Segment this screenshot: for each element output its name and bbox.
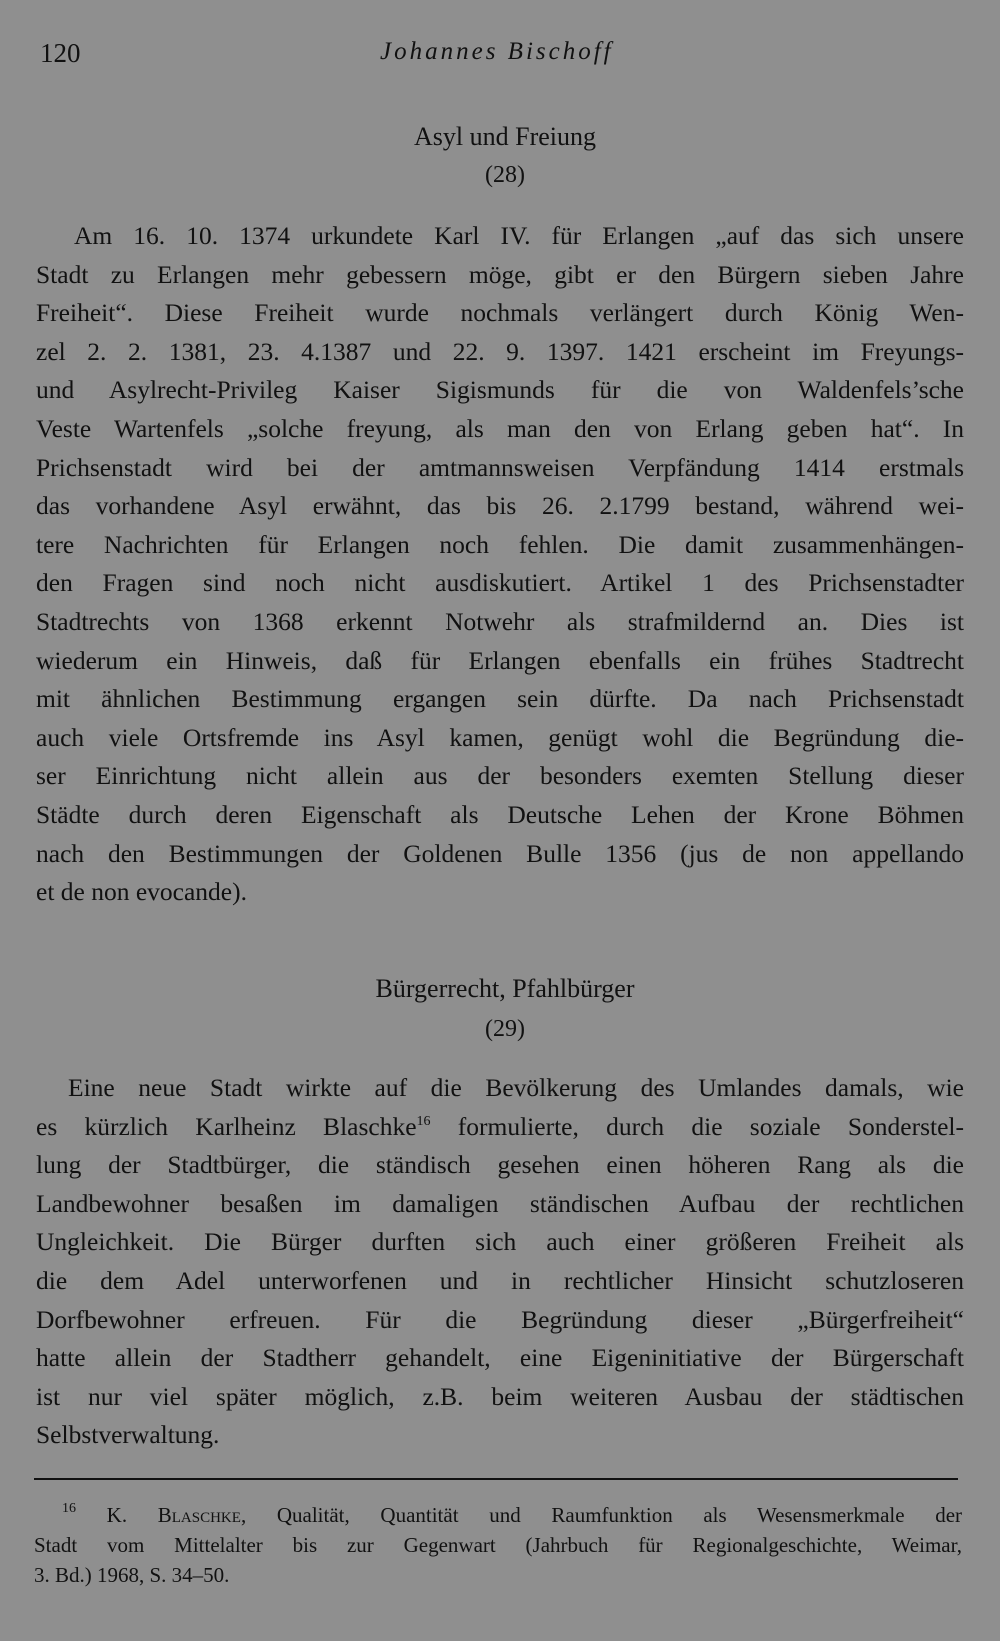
- text-line: lung der Stadtbürger, die ständisch gesehen einen höheren Rang als die: [36, 1150, 964, 1180]
- text-line: hatte allein der Stadtherr gehandelt, eine Eigeninitiative der Bürgerschaft: [36, 1343, 964, 1373]
- paragraph-asyl: [36, 217, 964, 912]
- text-line: nach den Bestimmungen der Goldenen Bulle 1356 (jus de non appellando: [36, 838, 964, 868]
- text-line: zel 2. 2. 1381, 23. 4.1387 und 22. 9. 1397. 1421 erscheint im Freyungs-: [36, 336, 964, 366]
- section-number-29: (29): [485, 1016, 525, 1042]
- footnote-line: 3. Bd.) 1968, S. 34–50.: [34, 1563, 230, 1587]
- text-segment: es kürzlich Karlheinz Blaschke: [36, 1111, 417, 1141]
- text-segment: formulierte, durch die soziale Sonderstel-: [430, 1111, 964, 1141]
- text-line: Selbstverwaltung.: [36, 1420, 220, 1450]
- text-line: wiederum ein Hinweis, daß für Erlangen ebenfalls ein frühes Stadtrecht: [36, 645, 964, 675]
- text-line: et de non evocande).: [36, 877, 247, 907]
- text-line: auch viele Ortsfremde ins Asyl kamen, genügt wohl die Begründung die-: [36, 722, 964, 752]
- text-line: das vorhandene Asyl erwähnt, das bis 26. 2.1799 bestand, während wei-: [36, 491, 964, 521]
- section-heading-buergerrecht: Bürgerrecht, Pfahlbürger: [375, 974, 635, 1003]
- text-line: tere Nachrichten für Erlangen noch fehlen. Die damit zusammenhängen-: [36, 529, 964, 559]
- footnote-reference: 16: [416, 1113, 431, 1129]
- text-line: Freiheit“. Diese Freiheit wurde nochmals verlängert durch König Wen-: [36, 298, 964, 328]
- text-line: Am 16. 10. 1374 urkundete Karl IV. für Erlangen „auf das sich unsere: [74, 221, 964, 250]
- text-line: Stadtrechts von 1368 erkennt Notwehr als strafmildernd an. Dies ist: [36, 606, 964, 636]
- text-line: ist nur viel später möglich, z.B. beim weiteren Ausbau der städtischen: [36, 1381, 964, 1411]
- section-heading-asyl: Asyl und Freiung: [414, 122, 596, 151]
- text-line: mit ähnlichen Bestimmung ergangen sein dürfte. Da nach Prichsenstadt: [36, 684, 964, 714]
- text-line: Landbewohner besaßen im damaligen ständischen Aufbau der rechtlichen: [36, 1188, 964, 1218]
- text-line: Stadt zu Erlangen mehr gebessern möge, gibt er den Bürgern sieben Jahre: [36, 259, 964, 289]
- text-line: Städte durch deren Eigenschaft als Deutsche Lehen der Krone Böhmen: [36, 799, 964, 829]
- page-number: 120: [40, 38, 81, 68]
- footnote-line: [34, 1500, 962, 1530]
- footnote-line: Stadt vom Mittelalter bis zur Gegenwart (Jahrbuch für Regionalgeschichte, Weimar,: [34, 1533, 962, 1557]
- text-line: Dorfbewohner erfreuen. Für die Begründung dieser „Bürgerfreiheit“: [36, 1304, 964, 1334]
- text-line: Eine neue Stadt wirkte auf die Bevölkerung des Umlandes damals, wie: [68, 1073, 964, 1102]
- footnote-marker: 16: [62, 1501, 76, 1516]
- footnote-author: K. Blaschke: [106, 1503, 241, 1527]
- text-line: den Fragen sind noch nicht ausdiskutiert. Artikel 1 des Prichsenstadter: [36, 568, 964, 598]
- paragraph-buergerrecht: [36, 1069, 964, 1455]
- text-line: und Asylrecht-Privileg Kaiser Sigismunds für die von Waldenfels’sche: [36, 375, 964, 405]
- text-line: Veste Wartenfels „solche freyung, als man den von Erlang geben hat“. In: [36, 413, 964, 443]
- section-number-28: (28): [485, 162, 525, 188]
- footnote-divider: [34, 1478, 958, 1480]
- text-line: Prichsenstadt wird bei der amtmannsweisen Verpfändung 1414 erstmals: [36, 452, 964, 482]
- text-line: Ungleichkeit. Die Bürger durften sich auch einer größeren Freiheit als: [36, 1227, 964, 1257]
- footnote-16: [34, 1500, 962, 1590]
- text-line: die dem Adel unterworfenen und in rechtlicher Hinsicht schutzloseren: [36, 1265, 964, 1295]
- running-head: Johannes Bischoff: [380, 38, 614, 65]
- text-segment: , Qualität, Quantität und Raumfunktion als Wesensmerkmale der: [240, 1503, 963, 1527]
- text-line: ser Einrichtung nicht allein aus der besonders exemten Stellung dieser: [36, 761, 964, 791]
- text-line: [36, 1108, 964, 1147]
